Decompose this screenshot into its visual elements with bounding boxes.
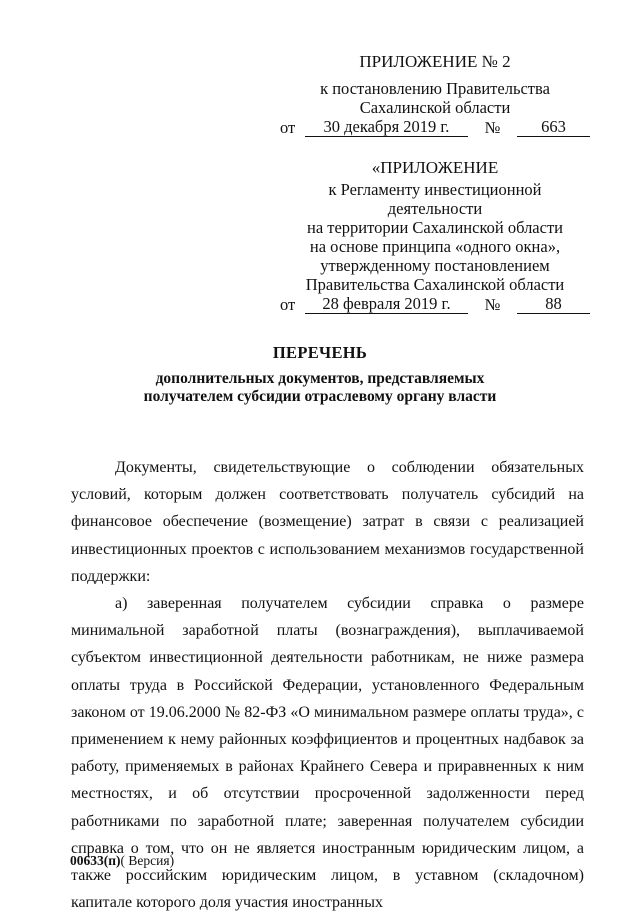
appendix-date-row bbox=[280, 117, 590, 137]
document-footer bbox=[70, 853, 174, 869]
number-label: № bbox=[484, 118, 501, 137]
referenced-appendix-line: на территории Сахалинской области bbox=[306, 218, 563, 237]
body-paragraph: Документы, свидетельствующие о соблюдении обязательных условий, которым должен соответствовать получатель субсидий на финансовое обеспечение (возмещение) затрат в связи с реализацией инвестиционных проектов с использованием механизмов государственной поддержки: bbox=[71, 459, 584, 585]
appendix-title: ПРИЛОЖЕНИЕ № 2 bbox=[359, 52, 511, 71]
referenced-date-row bbox=[280, 294, 590, 314]
referenced-date: 28 февраля 2019 г. bbox=[305, 294, 468, 314]
document-title: ПЕРЕЧЕНЬ bbox=[272, 343, 368, 362]
appendix-line: к постановлению Правительства bbox=[320, 79, 550, 98]
referenced-appendix-line: к Регламенту инвестиционной деятельности bbox=[328, 180, 542, 218]
referenced-appendix-line: на основе принципа «одного окна», bbox=[309, 237, 561, 256]
referenced-appendix-line: утвержденному постановлением bbox=[320, 256, 550, 275]
appendix-line: Сахалинской области bbox=[359, 98, 511, 117]
document-body bbox=[71, 454, 584, 916]
number-label: № bbox=[484, 295, 501, 314]
from-label: от bbox=[280, 118, 296, 137]
subtitle-line: дополнительных документов, представляемых bbox=[155, 370, 485, 387]
referenced-appendix-line: Правительства Сахалинской области bbox=[305, 275, 565, 294]
referenced-appendix-title: «ПРИЛОЖЕНИЕ bbox=[371, 158, 499, 177]
resolution-date: 30 декабря 2019 г. bbox=[305, 117, 468, 137]
body-paragraph: а) заверенная получателем субсидии справка о размере минимальной заработной платы (вознаграждения), выплачиваемой субъектом инвестиционной деятельности работникам, не ниже размера оплаты труда в Российской Федерации, установленного Федеральным законом от 19.06.2000 № 82-ФЗ «О минимальном размере оплаты труда», с применением к нему районных коэффициентов и процентных надбавок за работу, применяемых в районах Крайнего Севера и приравненных к ним местностях, и об отсутствии просроченной задолженности перед работниками по заработной плате; заверенная получателем субсидии справка о том, что он не является иностранным юридическим лицом, а также российским юридическим лицом, в уставном (складочном) капитале которого доля участия иностранных bbox=[71, 595, 584, 912]
referenced-appendix bbox=[280, 158, 590, 314]
appendix-header bbox=[280, 52, 590, 137]
resolution-number: 663 bbox=[517, 117, 590, 137]
document-subtitle bbox=[60, 370, 580, 406]
from-label: от bbox=[280, 295, 296, 314]
referenced-number: 88 bbox=[517, 294, 590, 314]
document-code: 00633(п) bbox=[70, 853, 121, 868]
subtitle-line: получателем субсидии отраслевому органу власти bbox=[143, 388, 497, 405]
document-version: ( Версия) bbox=[120, 853, 175, 868]
